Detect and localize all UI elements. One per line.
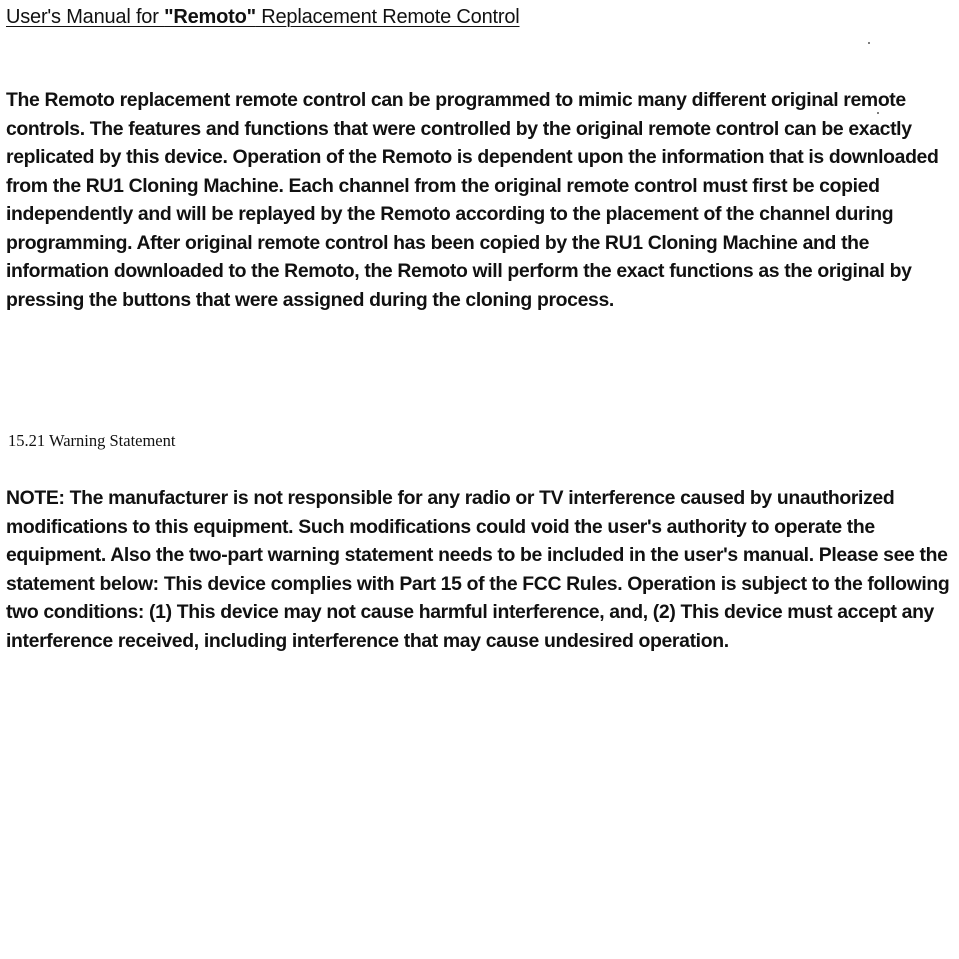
document-title: [6, 4, 951, 30]
title-prefix: User's Manual for: [6, 6, 165, 28]
scan-speck: [868, 42, 870, 44]
document-page: [6, 4, 951, 652]
scan-speck: [877, 112, 879, 114]
intro-paragraph: The Remoto replacement remote control can be programmed to mimic many different original remote controls. The features and functions that were controlled by the original remote control can be exactly replicated by this device. Operation of the Remoto is dependent upon the information that is downloaded from the RU1 Cloning Machine. Each channel from the original remote control must first be copied independently and will be replayed by the Remoto according to the placement of the channel during programming. After original remote control has been copied by the RU1 Cloning Machine and the information downloaded to the Remoto, the Remoto will perform the exact functions as the original by pressing the buttons that were assigned during the cloning process.: [6, 89, 939, 311]
warning-paragraph: NOTE: The manufacturer is not responsible for any radio or TV interference caused by unauthorized modifications to this equipment. Such modifications could void the user's authority to operate the equipment. Also the two-part warning statement needs to be included in the user's manual. Please see the statement below: This device complies with Part 15 of the FCC Rules. Operation is subject to the following two conditions: (1) This device may not cause harmful interference, and, (2) This device must accept any interference received, including interference that may cause undesired operation.: [6, 487, 950, 652]
title-product-name: "Remoto": [164, 6, 256, 28]
title-suffix: Replacement Remote Control: [255, 6, 520, 28]
section-heading-warning: 15.21 Warning Statement: [8, 431, 176, 450]
